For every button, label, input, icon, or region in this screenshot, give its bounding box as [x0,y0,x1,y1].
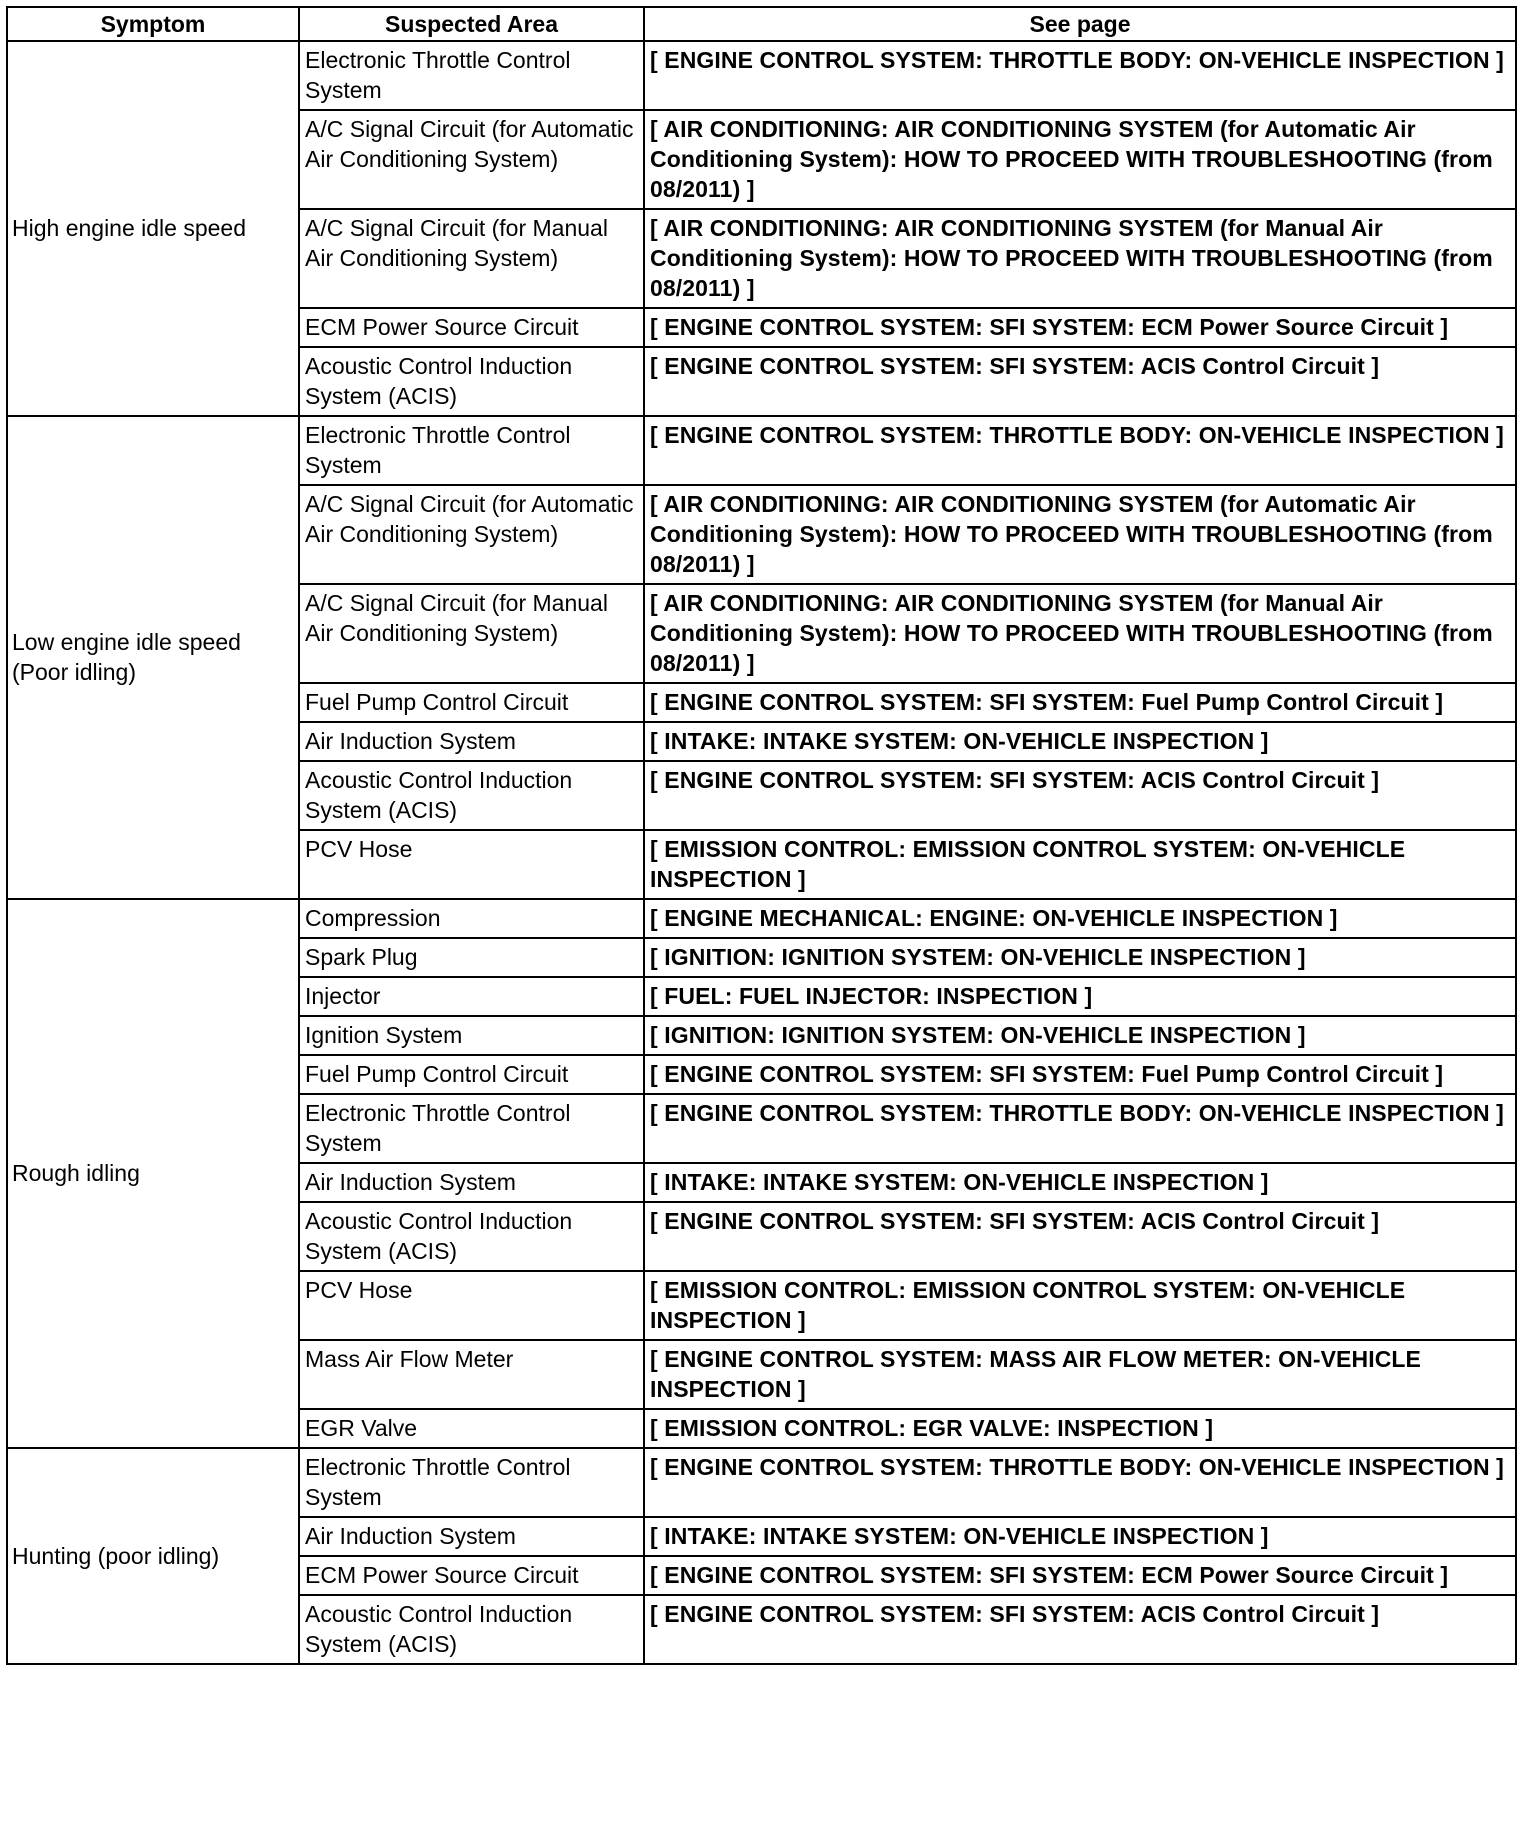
see-page-link[interactable]: [ ENGINE CONTROL SYSTEM: SFI SYSTEM: ACIS Control Circuit ] [644,1202,1516,1271]
see-page-link[interactable]: [ EMISSION CONTROL: EGR VALVE: INSPECTION ] [644,1409,1516,1448]
suspected-area-cell: Electronic Throttle Control System [299,416,644,485]
suspected-area-cell: Acoustic Control Induction System (ACIS) [299,1202,644,1271]
see-page-link[interactable]: [ ENGINE CONTROL SYSTEM: SFI SYSTEM: ECM Power Source Circuit ] [644,1556,1516,1595]
symptom-cell [7,899,299,1448]
suspected-area-cell: A/C Signal Circuit (for Manual Air Conditioning System) [299,209,644,308]
see-page-link[interactable]: [ ENGINE CONTROL SYSTEM: SFI SYSTEM: ACIS Control Circuit ] [644,761,1516,830]
suspected-area-cell: ECM Power Source Circuit [299,1556,644,1595]
table-header [7,7,1516,41]
symptom-text: Rough idling [12,1160,140,1186]
see-page-link[interactable]: [ ENGINE CONTROL SYSTEM: MASS AIR FLOW METER: ON-VEHICLE INSPECTION ] [644,1340,1516,1409]
table-body [7,41,1516,1664]
see-page-link[interactable]: [ ENGINE CONTROL SYSTEM: THROTTLE BODY: ON-VEHICLE INSPECTION ] [644,41,1516,110]
see-page-link[interactable]: [ INTAKE: INTAKE SYSTEM: ON-VEHICLE INSPECTION ] [644,1517,1516,1556]
suspected-area-cell: PCV Hose [299,1271,644,1340]
header-see-page: See page [644,7,1516,41]
see-page-link[interactable]: [ ENGINE CONTROL SYSTEM: THROTTLE BODY: ON-VEHICLE INSPECTION ] [644,416,1516,485]
symptom-text: High engine idle speed [12,215,247,241]
see-page-link[interactable]: [ ENGINE CONTROL SYSTEM: SFI SYSTEM: ACIS Control Circuit ] [644,1595,1516,1664]
suspected-area-cell: Air Induction System [299,1517,644,1556]
table-row [7,899,1516,938]
suspected-area-cell: Mass Air Flow Meter [299,1340,644,1409]
suspected-area-cell: Fuel Pump Control Circuit [299,1055,644,1094]
symptom-text: Hunting (poor idling) [12,1542,220,1569]
symptom-cell [7,1448,299,1664]
header-row [7,7,1516,41]
suspected-area-cell: A/C Signal Circuit (for Automatic Air Conditioning System) [299,485,644,584]
see-page-link[interactable]: [ ENGINE CONTROL SYSTEM: THROTTLE BODY: ON-VEHICLE INSPECTION ] [644,1094,1516,1163]
see-page-link[interactable]: [ ENGINE MECHANICAL: ENGINE: ON-VEHICLE INSPECTION ] [644,899,1516,938]
suspected-area-cell: Electronic Throttle Control System [299,41,644,110]
see-page-link[interactable]: [ IGNITION: IGNITION SYSTEM: ON-VEHICLE INSPECTION ] [644,938,1516,977]
symptom-cell [7,41,299,416]
suspected-area-cell: Spark Plug [299,938,644,977]
see-page-link[interactable]: [ INTAKE: INTAKE SYSTEM: ON-VEHICLE INSPECTION ] [644,722,1516,761]
suspected-area-cell: A/C Signal Circuit (for Automatic Air Conditioning System) [299,110,644,209]
table-row [7,416,1516,485]
see-page-link[interactable]: [ ENGINE CONTROL SYSTEM: THROTTLE BODY: ON-VEHICLE INSPECTION ] [644,1448,1516,1517]
see-page-link[interactable]: [ IGNITION: IGNITION SYSTEM: ON-VEHICLE INSPECTION ] [644,1016,1516,1055]
symptom-text: Low engine idle speed (Poor idling) [12,629,241,685]
suspected-area-cell: PCV Hose [299,830,644,899]
suspected-area-cell: Compression [299,899,644,938]
see-page-link[interactable]: [ EMISSION CONTROL: EMISSION CONTROL SYSTEM: ON-VEHICLE INSPECTION ] [644,1271,1516,1340]
see-page-link[interactable]: [ AIR CONDITIONING: AIR CONDITIONING SYSTEM (for Manual Air Conditioning System): HOW TO PROCEED WITH TROUBLESHOOTING (from 08/2011) ] [644,209,1516,308]
header-symptom: Symptom [7,7,299,41]
suspected-area-cell: Electronic Throttle Control System [299,1448,644,1517]
see-page-link[interactable]: [ AIR CONDITIONING: AIR CONDITIONING SYSTEM (for Manual Air Conditioning System): HOW TO PROCEED WITH TROUBLESHOOTING (from 08/2011) ] [644,584,1516,683]
suspected-area-cell: Acoustic Control Induction System (ACIS) [299,761,644,830]
suspected-area-cell: Injector [299,977,644,1016]
see-page-link[interactable]: [ ENGINE CONTROL SYSTEM: SFI SYSTEM: Fuel Pump Control Circuit ] [644,1055,1516,1094]
table-row [7,1448,1516,1517]
see-page-link[interactable]: [ ENGINE CONTROL SYSTEM: SFI SYSTEM: ACIS Control Circuit ] [644,347,1516,416]
see-page-link[interactable]: [ AIR CONDITIONING: AIR CONDITIONING SYSTEM (for Automatic Air Conditioning System): HOW TO PROCEED WITH TROUBLESHOOTING (from 08/2011) ] [644,110,1516,209]
suspected-area-cell: A/C Signal Circuit (for Manual Air Conditioning System) [299,584,644,683]
suspected-area-cell: Acoustic Control Induction System (ACIS) [299,1595,644,1664]
see-page-link[interactable]: [ EMISSION CONTROL: EMISSION CONTROL SYSTEM: ON-VEHICLE INSPECTION ] [644,830,1516,899]
suspected-area-cell: Air Induction System [299,722,644,761]
suspected-area-cell: Fuel Pump Control Circuit [299,683,644,722]
header-suspected-area: Suspected Area [299,7,644,41]
suspected-area-cell: EGR Valve [299,1409,644,1448]
suspected-area-cell: Electronic Throttle Control System [299,1094,644,1163]
troubleshooting-table [6,6,1517,1665]
suspected-area-cell: Acoustic Control Induction System (ACIS) [299,347,644,416]
see-page-link[interactable]: [ ENGINE CONTROL SYSTEM: SFI SYSTEM: ECM Power Source Circuit ] [644,308,1516,347]
see-page-link[interactable]: [ FUEL: FUEL INJECTOR: INSPECTION ] [644,977,1516,1016]
see-page-link[interactable]: [ INTAKE: INTAKE SYSTEM: ON-VEHICLE INSPECTION ] [644,1163,1516,1202]
suspected-area-cell: Air Induction System [299,1163,644,1202]
suspected-area-cell: Ignition System [299,1016,644,1055]
symptom-cell [7,416,299,899]
suspected-area-cell: ECM Power Source Circuit [299,308,644,347]
table-row [7,41,1516,110]
see-page-link[interactable]: [ AIR CONDITIONING: AIR CONDITIONING SYSTEM (for Automatic Air Conditioning System): HOW TO PROCEED WITH TROUBLESHOOTING (from 08/2011) ] [644,485,1516,584]
see-page-link[interactable]: [ ENGINE CONTROL SYSTEM: SFI SYSTEM: Fuel Pump Control Circuit ] [644,683,1516,722]
